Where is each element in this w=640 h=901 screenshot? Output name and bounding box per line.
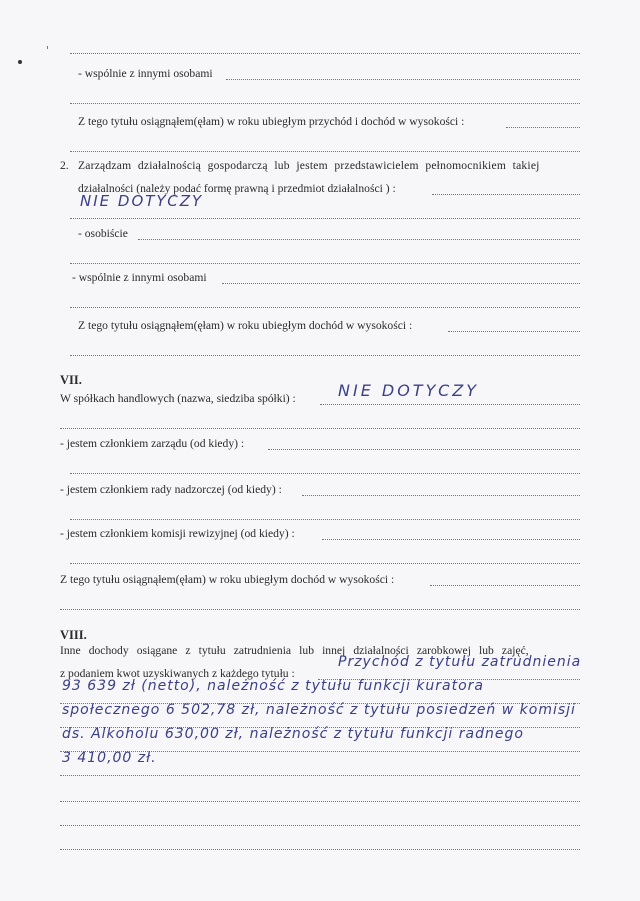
blank-line — [0, 413, 640, 433]
blank-line — [0, 594, 640, 614]
blank-line — [0, 834, 640, 854]
komisja-label: - jestem członkiem komisji rewizyjnej (od kiedy) : — [60, 527, 295, 540]
vii-dochod-label: Z tego tytułu osiągnąłem(ęłam) w roku ubiegłym dochód w wysokości : — [60, 573, 395, 586]
item2-number: 2. — [60, 159, 69, 172]
blank-line — [0, 136, 640, 156]
blank-line — [0, 88, 640, 108]
spolki-label: W spółkach handlowych (nazwa, siedziba spółki) : — [60, 392, 296, 405]
blank-line — [0, 786, 640, 806]
item2-line1 — [0, 156, 640, 176]
section-viii-text-line1: Inne dochody osiągane z tytułu zatrudnienia lub innej działalności zarobkowej lub zajęć, — [60, 644, 529, 657]
rada-label: - jestem członkiem rady nadzorczej (od kiedy) : — [60, 483, 282, 496]
blank-line — [0, 810, 640, 830]
form-line — [0, 316, 640, 336]
form-line — [0, 112, 640, 132]
section-viii-text-line2: z podaniem kwot uzyskiwanych z każdego tytułu : — [60, 667, 295, 680]
form-line — [0, 524, 640, 544]
osobiscie-label: - osobiście — [78, 227, 128, 240]
blank-line — [0, 340, 640, 360]
spolki-handwritten: NIE DOTYCZY — [338, 381, 479, 400]
handwritten-line-3: społecznego 6 502,78 zł, należność z tytułu posiedzeń w komisji — [62, 702, 576, 718]
handwritten-line-1: Przychód z tytułu zatrudnienia — [338, 654, 582, 670]
form-line — [0, 268, 640, 288]
item2-handwritten: NIE DOTYCZY — [80, 192, 204, 210]
blank-line — [0, 248, 640, 268]
przychod-label: Z tego tytułu osiągnąłem(ęłam) w roku ubiegłym przychód i dochód w wysokości : — [78, 115, 465, 128]
form-line — [0, 64, 640, 84]
section-vii-heading-line — [0, 370, 640, 390]
dochod-label: Z tego tytułu osiągnąłem(ęłam) w roku ubiegłym dochód w wysokości : — [78, 319, 413, 332]
item2-text-line2: działalności (należy podać formę prawną i przedmiot działalności ) : — [78, 182, 396, 195]
blank-line — [0, 504, 640, 524]
handwritten-line-5: 3 410,00 zł. — [62, 750, 157, 766]
wspolnie-label: - wspólnie z innymi osobami — [78, 67, 213, 80]
wspolnie2-label: - wspólnie z innymi osobami — [72, 271, 207, 284]
form-line — [0, 434, 640, 454]
zarzad-label: - jestem członkiem zarządu (od kiedy) : — [60, 437, 245, 450]
handwritten-line-4: ds. Alkoholu 630,00 zł, należność z tytułu funkcji radnego — [62, 726, 524, 742]
form-line — [0, 224, 640, 244]
form-line — [0, 389, 640, 409]
form-line — [0, 570, 640, 590]
item2-text-line1: Zarządzam działalnością gospodarczą lub jestem przedstawicielem pełnomocnikiem takiej — [78, 159, 540, 172]
section-viii-heading: VIII. — [60, 628, 87, 642]
handwritten-line-2: 93 639 zł (netto), należność z tytułu funkcji kuratora — [62, 678, 484, 694]
blank-line — [0, 292, 640, 312]
blank-line — [0, 548, 640, 568]
blank-line — [0, 458, 640, 478]
form-line — [0, 480, 640, 500]
blank-line — [0, 38, 640, 58]
section-vii-heading: VII. — [60, 373, 82, 387]
